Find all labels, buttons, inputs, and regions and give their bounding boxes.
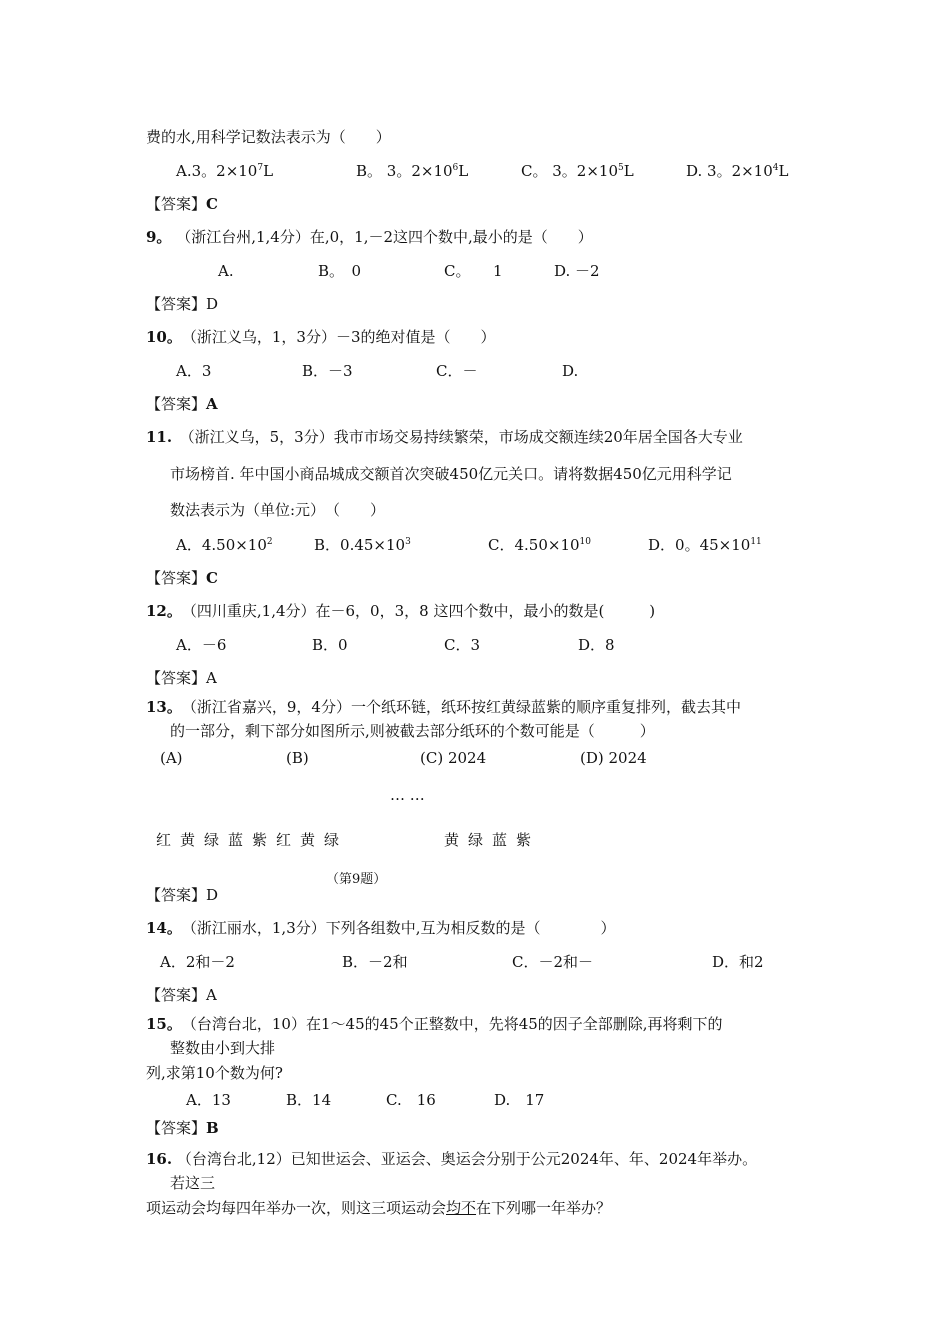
q11-question: 11. （浙江义乌，5，3分）我市市场交易持续繁荣，市场成交额连续20年居全国各大专业 [146, 428, 743, 446]
q14-answer: 【答案】A [146, 986, 217, 1004]
q14-option-a: A．2和－2 [160, 953, 235, 971]
q8-text: 费的水,用科学记数法表示为（ ） [146, 128, 391, 146]
ring-color: 蓝 [228, 831, 244, 849]
q9-option-b: B。 0 [318, 262, 362, 280]
q15-option-a: A．13 [186, 1091, 231, 1109]
ring-color: 绿 [468, 831, 484, 849]
q12-option-a: A．－6 [176, 636, 227, 654]
q12-option-b: B．0 [312, 636, 348, 654]
q11-answer: 【答案】C [146, 569, 218, 587]
q15-option-c: C. 16 [386, 1091, 436, 1109]
q11-option-c: C．$4.50\times 10^{10}$ [488, 536, 591, 554]
q15-line3: 列,求第10个数为何? [146, 1064, 283, 1082]
ring-color: 红 [276, 831, 292, 849]
ring-color: 紫 [516, 831, 532, 849]
q11-line3: 数法表示为（单位:元） （ ） [170, 501, 386, 519]
ring-color: 黄 [444, 831, 460, 849]
q12-option-d: D．8 [578, 636, 615, 654]
q10-option-d: D. [562, 362, 579, 380]
q9-answer: 【答案】D [146, 295, 219, 313]
q16-line2: 若这三 [170, 1174, 216, 1192]
q8-option-b: B。 3。$2\times 10^6L$ [356, 162, 469, 180]
q13-ring-chain-left [156, 830, 348, 850]
q11-option-a: A．$4.50\times 10^2$ [176, 536, 273, 554]
q15-option-b: B．14 [286, 1091, 332, 1109]
q13-figure-caption: （第9题） [326, 872, 387, 887]
q14-question: 14。 （浙江丽水，1,3分）下列各组数中,互为相反数的是（ ） [146, 919, 616, 937]
q9-option-a: A. [218, 262, 234, 280]
q8-option-a: A.3。$2\times 10^7L$ [176, 162, 274, 180]
q14-option-d: D．和2 [712, 953, 764, 971]
q11-line2: 市场榜首. 年中国小商品城成交额首次突破450亿元关口。请将数据450亿元用科学记 [170, 465, 732, 483]
q9-option-c: C。 1 [444, 262, 503, 280]
q12-question: 12。 （四川重庆,1,4分）在－6，0，3，8 这四个数中，最小的数是( ) [146, 602, 656, 620]
q11-option-b: B．$0.45\times 10^3$ [314, 536, 411, 554]
q13-line2: 的一部分，剩下部分如图所示,则被截去部分纸环的个数可能是（ ） [170, 722, 655, 740]
q10-answer: 【答案】A [146, 395, 218, 413]
q13-option-d: (D) 2024 [580, 749, 647, 767]
q13-option-a: (A) [160, 749, 183, 767]
q8-option-c: C。 3。$2\times 10^5L$ [521, 162, 634, 180]
q15-option-d: D. 17 [494, 1091, 545, 1109]
q9-option-d: D. －2 [554, 262, 600, 280]
q8-option-d: D. 3。$2\times 10^4L$ [686, 162, 789, 180]
q13-option-c: (C) 2024 [420, 749, 487, 767]
q16-line3: 项运动会均每四年举办一次，则这三项运动会均不在下列哪一年举办？ [146, 1199, 612, 1217]
q15-question: 15。 （台湾台北，10）在1～45的45个正整数中，先将45的因子全部删除,再将剩下的 [146, 1015, 723, 1033]
q10-option-a: A．3 [176, 362, 212, 380]
q9-question: 9。 （浙江台州,1,4分）在,0，1,－2这四个数中,最小的是（ ） [146, 228, 593, 246]
q12-answer: 【答案】A [146, 669, 217, 687]
q15-line2: 整数由小到大排 [170, 1039, 276, 1057]
q15-answer: 【答案】B [146, 1119, 219, 1137]
q10-option-b: B．－3 [302, 362, 353, 380]
q10-option-c: C．－ [436, 362, 478, 380]
q14-option-b: B．－2和 [342, 953, 408, 971]
q11-option-d: D．0。$45\times 10^{11}$ [648, 536, 762, 554]
q13-question: 13。 （浙江省嘉兴，9，4分）一个纸环链，纸环按红黄绿蓝紫的顺序重复排列，截去其中 [146, 698, 741, 716]
q12-option-c: C．3 [444, 636, 481, 654]
ring-color: 黄 [300, 831, 316, 849]
ring-color: 蓝 [492, 831, 508, 849]
q13-answer: 【答案】D [146, 886, 219, 904]
q13-ellipsis: … … [390, 786, 425, 804]
ring-color: 紫 [252, 831, 268, 849]
q10-question: 10。 （浙江义乌，1，3分）－3的绝对值是（ ） [146, 328, 496, 346]
ring-color: 黄 [180, 831, 196, 849]
q14-option-c: C．－2和－ [512, 953, 594, 971]
ring-color: 绿 [324, 831, 340, 849]
ring-color: 红 [156, 831, 172, 849]
q13-ring-chain-right [444, 830, 540, 850]
q13-option-b: (B) [286, 749, 309, 767]
ring-color: 绿 [204, 831, 220, 849]
q16-question: 16. （台湾台北,12）已知世运会、亚运会、奥运会分别于公元2024年、年、2024年举办。 [146, 1150, 758, 1168]
q8-answer: 【答案】C [146, 195, 218, 213]
